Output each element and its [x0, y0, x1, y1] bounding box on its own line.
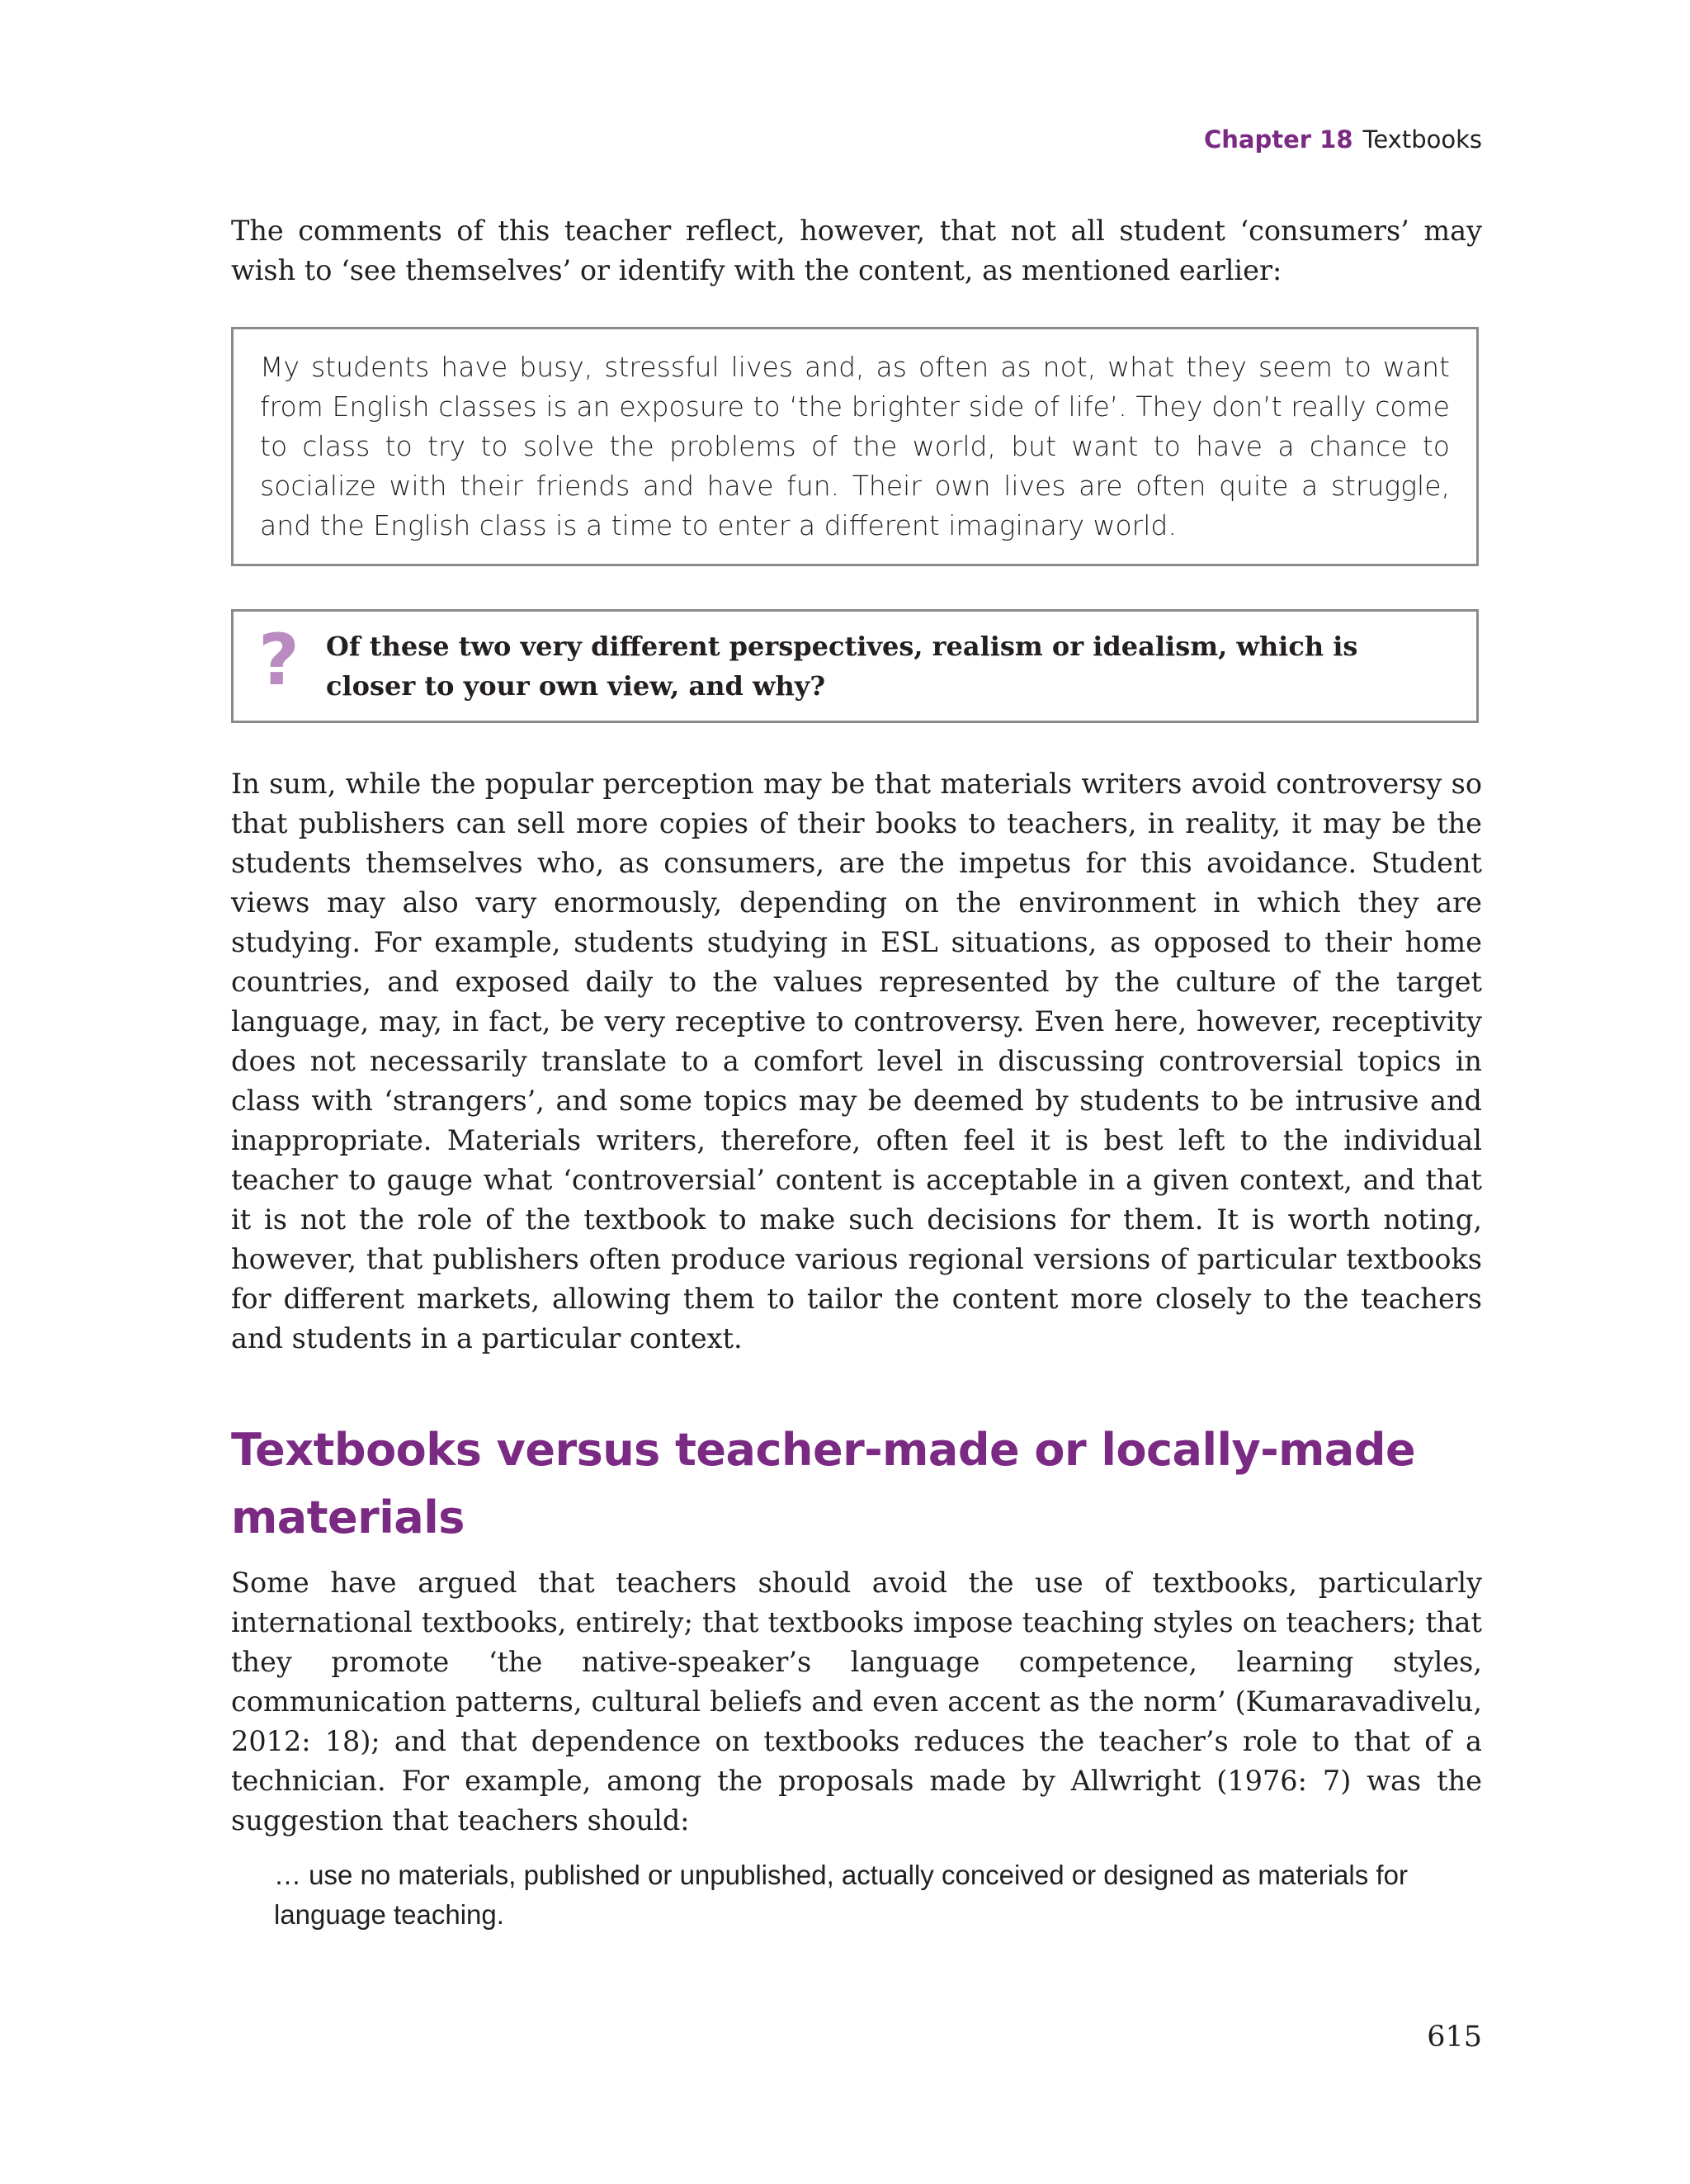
intro-paragraph: The comments of this teacher reflect, however, that not all student ‘consumers’ may wish to ‘see themselves’ or identify with the content, as mentioned earlier:: [231, 215, 1482, 286]
running-header: [1204, 125, 1482, 154]
section-paragraph-container: [231, 1563, 1482, 1841]
summary-paragraph: In sum, while the popular perception may be that materials writers avoid controversy so that publishers can sell more copies of their books to teachers, in reality, it may be the students themselves who, as consumers, are the impetus for this avoidance. Student views may also vary enormously, depending on the environment in which they are studying. For example, students studying in ESL situations, as opposed to their home countries, and exposed daily to the values represented by the culture of the target language, may, in fact, be very receptive to controversy. Even here, however, receptivity does not necessarily translate to a comfort level in discussing controversial topics in class with ‘strangers’, and some topics may be deemed by students to be intrusive and inappropriate. Materials writers, therefore, often feel it is best left to the individual teacher to gauge what ‘controversial’ content is acceptable in a given context, and that it is not the role of the textbook to make such decisions for them. It is worth noting, however, that publishers often produce various regional versions of particular textbooks for different markets, allowing them to tailor the content more closely to the teachers and students in a particular context.: [231, 768, 1482, 1354]
reflection-question-text: Of these two very different perspectives, realism or idealism, which is closer to your own view, and why?: [326, 631, 1358, 702]
section-paragraph: Some have argued that teachers should avoid the use of textbooks, particularly international textbooks, entirely; that textbooks impose teaching styles on teachers; that they promote ‘the native-speaker’s language competence, learning styles, communication patterns, cultural beliefs and even accent as the norm’ (Kumaravadivelu, 2012: 18); and that dependence on textbooks reduces the teacher’s role to that of a technician. For example, among the proposals made by Allwright (1976: 7) was the suggestion that teachers should:: [231, 1567, 1482, 1837]
teacher-quote-text: My students have busy, stressful lives and, as often as not, what they seem to want from English classes is an exposure to ‘the brighter side of life’. They don’t really come to class to try to solve the problems of the world, but want to have a chance to socialize with their friends and have fun. Their own lives are often quite a struggle, and the English class is a time to enter a different imaginary world.: [260, 351, 1450, 541]
teacher-quote-box: [231, 327, 1479, 566]
page-number: 615: [1427, 2021, 1482, 2054]
section-heading: Textbooks versus teacher-made or locally-made materials: [231, 1424, 1416, 1543]
summary-paragraph-container: [231, 764, 1482, 1359]
block-quote: … use no materials, published or unpublished, actually conceived or designed as materials for language teaching.: [274, 1860, 1408, 1930]
reflection-question-box: [231, 609, 1479, 723]
chapter-label: Chapter 18: [1204, 125, 1353, 154]
intro-paragraph-container: [231, 211, 1482, 291]
chapter-title: Textbooks: [1362, 125, 1482, 154]
question-mark-icon: ?: [258, 619, 300, 702]
